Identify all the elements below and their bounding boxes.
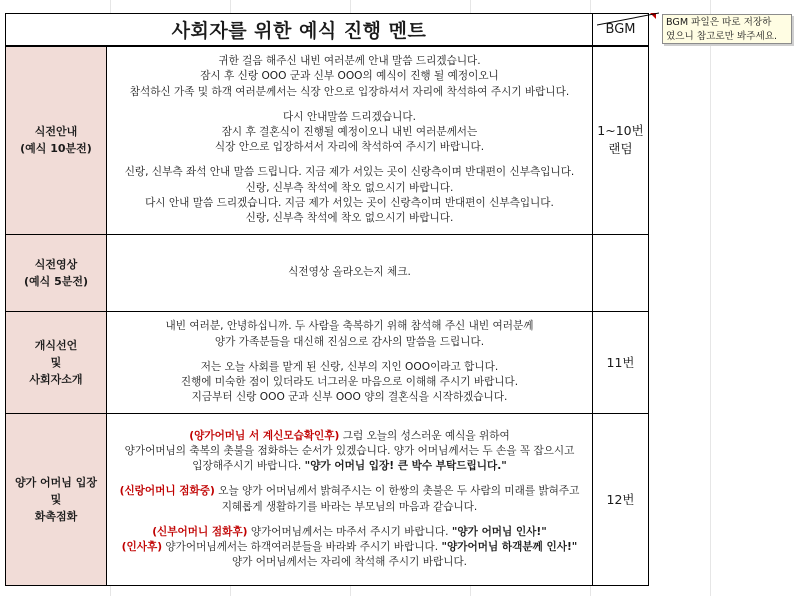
script-line: 잠시 후 신랑 OOO 군과 신부 OOO의 예식이 진행 될 예정이오니 [200,70,499,83]
section-label-cell[interactable] [6,235,107,312]
section-label-conjunction: 및 [50,356,62,369]
script-line: 양가 어머님께서는 자리에 착석해 주시기 바랍니다. [231,556,468,569]
section-label-cell[interactable] [6,312,107,414]
script-line: 식장 안으로 입장하셔서 자리에 착석하여 주시기 바랍니다. [214,141,485,154]
script-line: 내빈 여러분, 안녕하십니까. 두 사람을 축복하기 위해 참석해 주신 내빈 여러분께 [165,320,534,333]
section-label-cell[interactable] [6,414,107,586]
bgm-track: 12번 [606,491,635,507]
grid-line [710,0,711,596]
section-label-cell[interactable] [6,46,107,235]
script-line: 지혜롭게 생활하기를 바라는 부모님의 마음과 같습니다. [221,500,478,513]
script-text: 입장해주시기 바랍니다. [192,460,305,473]
script-line: 잠시 후 결혼식이 진행될 예정이오니 내빈 여러분께서는 [221,126,478,139]
script-line: 신랑, 신부측 좌석 안내 말씀 드립니다. 지금 제가 서있는 곳이 신랑측이며 반대편이 신부측입니다. [124,166,575,179]
section-timing: (예식 10분전) [20,142,92,156]
script-line: 귀한 걸음 해주신 내빈 여러분께 안내 말씀 드리겠습니다. [218,55,481,68]
script-line: 지금부터 신랑 OOO 군과 신부 OOO 양의 결혼식을 시작하겠습니다. [191,391,508,404]
bgm-cell[interactable] [593,235,649,312]
stage-direction: (인사후) [121,540,163,553]
stage-direction: (신부어머니 점화후) [152,525,248,538]
script-line: 양가 가족분들을 대신해 진심으로 감사의 말씀을 드립니다. [214,335,485,348]
comment-connector-line [597,12,659,26]
stage-direction: (양가어머님 서 계신모습확인후) [189,429,340,442]
comment-note[interactable] [662,14,792,44]
ceremony-script-table [5,13,649,586]
script-line [107,525,592,540]
script-line: 신랑, 신부측 착석에 착오 없으시기 바랍니다. [245,181,454,194]
bgm-mode: 랜덤 [608,141,633,157]
bgm-track: 1~10번 [597,123,644,139]
script-line [107,429,592,444]
script-cell[interactable] [107,46,593,235]
script-text: 양가어머님께서는 하객여러분들을 바라봐 주시기 바랍니다. [162,540,442,553]
script-line: 양가어머님의 축복의 촛불을 점화하는 순서가 있겠습니다. 양가 어머님께서는 두 손을 꼭 잡으시고 [124,444,575,457]
stage-direction: (신랑어머니 점화중) [119,485,215,498]
bgm-cell[interactable] [593,312,649,414]
section-label: 식전영상 [34,258,78,271]
script-text: 그럼 오늘의 성스러운 예식을 위하여 [339,429,510,442]
section-timing: (예식 5분전) [23,275,89,288]
script-line: 참석하신 가족 및 하객 여러분께서는 식장 안으로 입장하셔서 자리에 착석하여 주시기 바랍니다. [129,85,570,98]
script-line: 다시 안내말씀 드리겠습니다. [283,110,416,123]
script-cell[interactable] [107,235,593,312]
sheet-title[interactable]: 사회자를 위한 예식 진행 멘트 [6,14,593,46]
section-label: 화촉점화 [34,510,78,523]
script-line: 다시 안내 말씀 드리겠습니다. 지금 제가 서있는 곳이 신랑측이며 반대편이 신부측입니다. [145,196,554,209]
bgm-cell[interactable] [593,46,649,235]
section-label: 식전안내 [34,125,78,139]
script-line: 저는 오늘 사회를 맡게 된 신랑, 신부의 지인 OOO이라고 합니다. [200,360,499,373]
script-line [107,540,592,555]
section-label-conjunction: 및 [50,493,62,506]
cue-callout: "양가 어머님 입장! 큰 박수 부탁드립니다." [304,460,507,473]
script-line [107,459,592,474]
section-label: 개식선언 [34,339,78,352]
comment-text-line: BGM 파일은 따로 저장하 [666,17,772,28]
script-text: 오늘 양가 어머님께서 밝혀주시는 이 한쌍의 촛불은 두 사람의 미래를 밝혀주고 [214,485,580,498]
script-line [107,484,592,499]
bgm-column-header[interactable]: BGM [593,14,649,46]
table-row [6,312,649,414]
script-text: 양가어머님께서는 마주서 주시기 바랍니다. [247,525,452,538]
script-line: 진행에 미숙한 점이 있더라도 너그러운 마음으로 이해해 주시기 바랍니다. [180,376,519,389]
bgm-cell[interactable] [593,414,649,586]
script-line: 신랑, 신부측 착석에 착오 없으시기 바랍니다. [245,212,454,225]
table-row [6,235,649,312]
comment-text-line: 였으니 참고로만 봐주세요. [666,31,778,42]
cue-callout: "양가어머님 하객분께 인사!" [441,540,578,553]
bgm-track: 11번 [606,354,635,370]
section-label: 양가 어머님 입장 [14,476,98,489]
script-cell[interactable] [107,312,593,414]
script-line: 식전영상 올라오는지 체크. [288,266,411,279]
cue-callout: "양가 어머님 인사!" [451,525,547,538]
section-label: 사회자소개 [29,373,83,386]
table-row [6,46,649,235]
script-cell[interactable] [107,414,593,586]
table-row [6,414,649,586]
